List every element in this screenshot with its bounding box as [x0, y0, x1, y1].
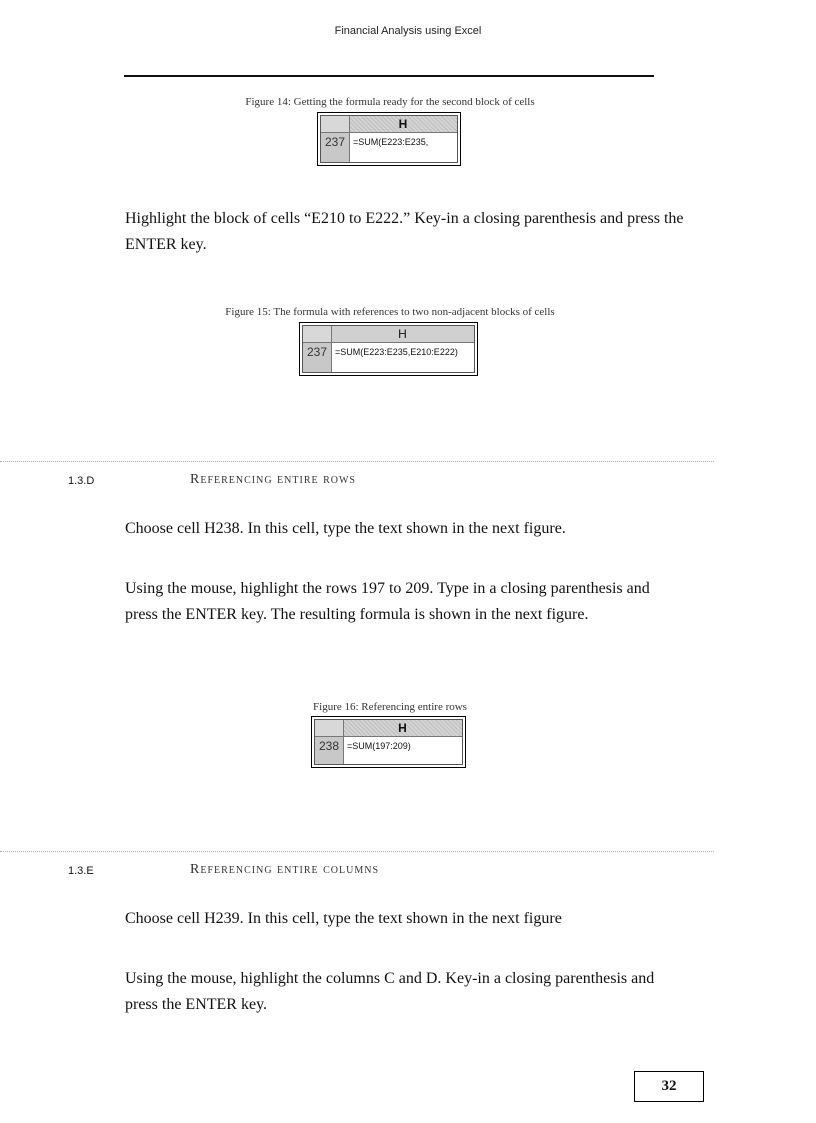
- paragraph: Using the mouse, highlight the columns C and D. Key-in a closing parenthesis and press the ENTER key.: [125, 970, 655, 1013]
- row-header: 237: [321, 133, 350, 162]
- section-divider: [0, 461, 714, 462]
- running-header: Financial Analysis using Excel: [334, 25, 482, 37]
- page-number: 32: [634, 1071, 704, 1102]
- cell-frame: [314, 719, 463, 765]
- column-header: H: [398, 117, 408, 131]
- figure-15-caption: Figure 15: The formula with references to two non-adjacent blocks of cells: [225, 306, 555, 318]
- figure-16-caption: Figure 16: Referencing entire rows: [313, 701, 467, 713]
- column-header: H: [398, 327, 407, 341]
- figure-15-cell-snapshot: [299, 322, 478, 376]
- row-header: 238: [315, 737, 344, 764]
- figure-16-cell-snapshot: [311, 716, 466, 768]
- select-all-corner: [315, 720, 344, 736]
- section-number: 1.3.E: [68, 865, 94, 877]
- column-header: H: [398, 721, 407, 735]
- formula-cell: =SUM(E223:E235,: [353, 137, 429, 147]
- paragraph: Highlight the block of cells “E210 to E222.” Key-in a closing parenthesis and press the ENTER key.: [125, 210, 684, 253]
- formula-cell: =SUM(E223:E235,E210:E222): [335, 347, 458, 357]
- section-title: Referencing entire rows: [190, 472, 356, 487]
- section-title: Referencing entire columns: [190, 862, 380, 877]
- section-divider: [0, 851, 714, 852]
- paragraph: Using the mouse, highlight the rows 197 to 209. Type in a closing parenthesis and press the ENTER key. The resulting formula is shown in the next figure.: [125, 580, 650, 623]
- figure-14-cell-snapshot: [317, 112, 461, 166]
- header-rule: [124, 75, 654, 77]
- section-number: 1.3.D: [68, 475, 95, 487]
- paragraph: Choose cell H239. In this cell, type the text shown in the next figure: [125, 910, 562, 927]
- cell-frame: [320, 115, 458, 163]
- figure-14-caption: Figure 14: Getting the formula ready for the second block of cells: [245, 96, 535, 108]
- select-all-corner: [321, 116, 350, 132]
- cell-frame: [302, 325, 475, 373]
- paragraph: Choose cell H238. In this cell, type the text shown in the next figure.: [125, 520, 566, 537]
- select-all-corner: [303, 326, 332, 342]
- formula-cell: =SUM(197:209): [347, 741, 411, 751]
- row-header: 237: [303, 343, 332, 372]
